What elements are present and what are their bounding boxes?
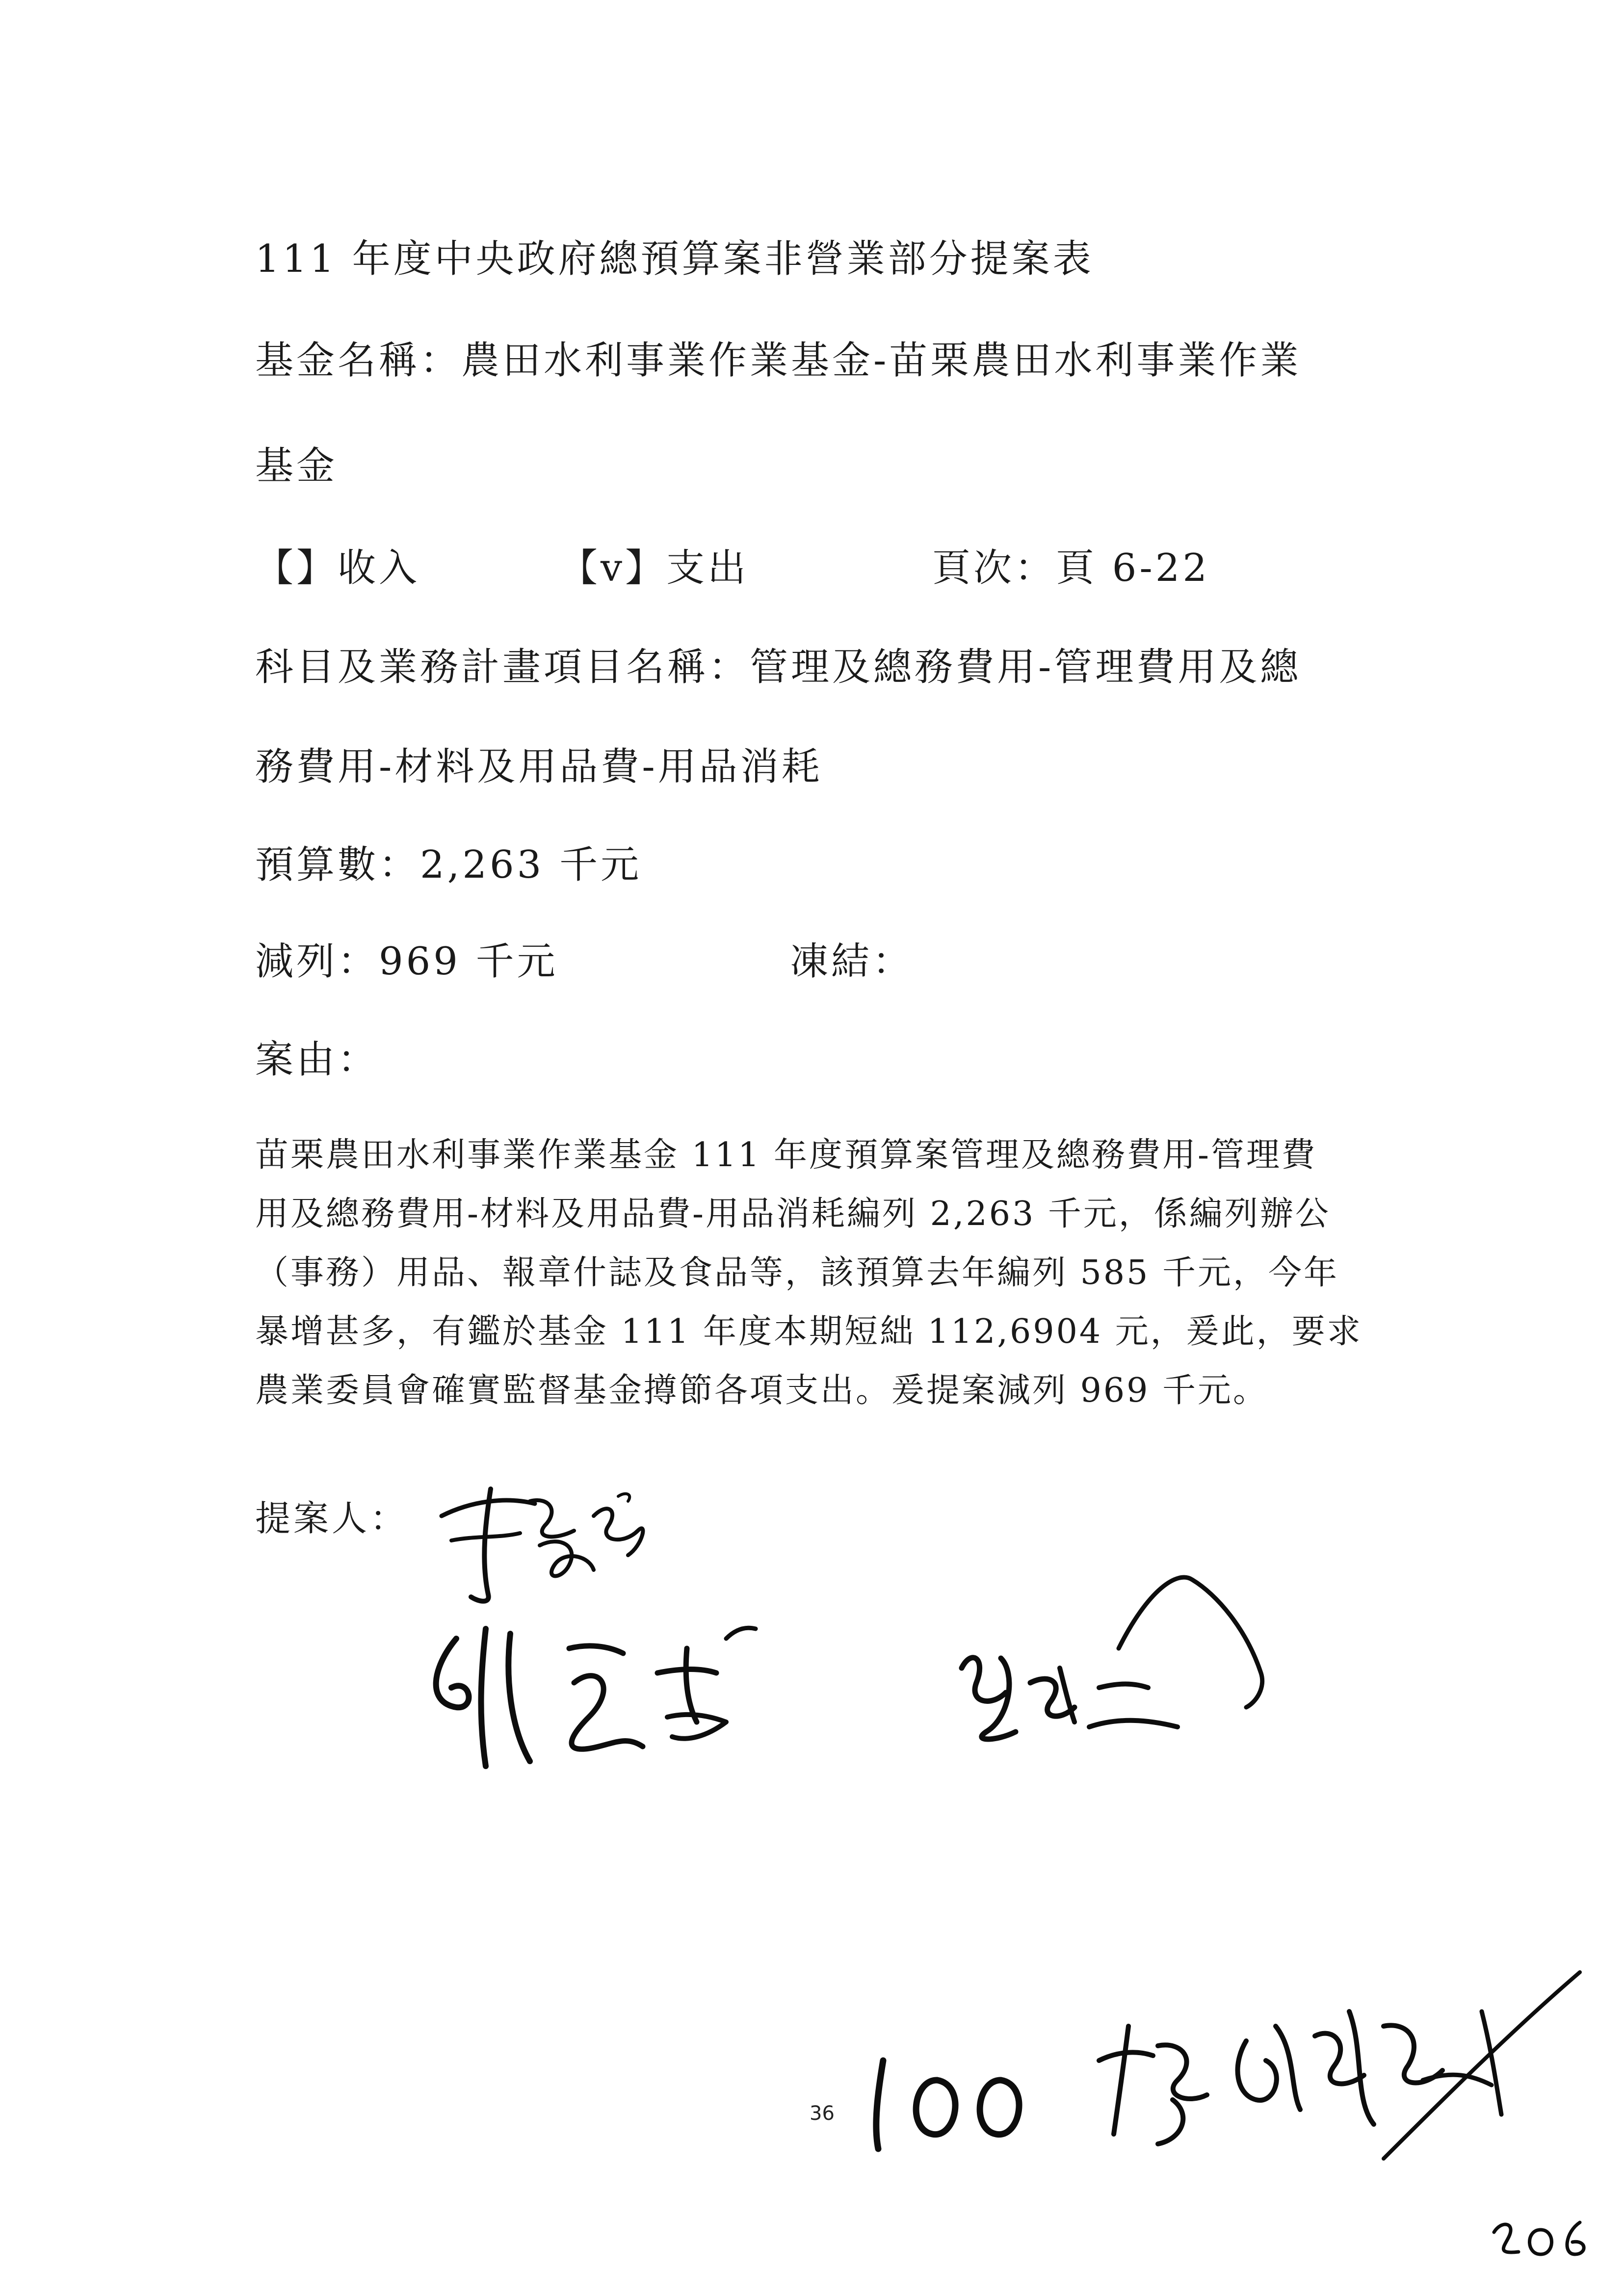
reason-line: 暴增甚多，有鑑於基金 111 年度本期短絀 112,6904 元，爰此，要求 [255,1312,1362,1351]
item-name-line-1: 科目及業務計畫項目名稱：管理及總務費用-管理費用及總 [255,645,1302,689]
reason-line: 苗栗農田水利事業作業基金 111 年度預算案管理及總務費用-管理費 [255,1136,1317,1174]
category-row [255,544,1433,593]
reason-paragraph [255,1131,1423,1415]
document-title: 111 年度中央政府總預算案非營業部分提案表 [255,237,1094,281]
budget-amount: 預算數：2,263 千元 [255,843,642,887]
handwritten-signature-bottom-image [1070,1953,1590,2168]
signature-1-image [432,1482,657,1609]
freeze-amount: 凍結： [790,939,914,984]
reduction-row [255,937,1433,986]
reason-line: 農業委員會確實監督基金撙節各項支出。爰提案減列 969 千元。 [255,1371,1269,1410]
item-name-line-2: 務費用-材料及用品費-用品消耗 [255,745,823,789]
reason-label: 案由： [255,1038,379,1082]
fund-name-line-1: 基金名稱：農田水利事業作業基金-苗栗農田水利事業作業 [255,339,1302,383]
page-number: 36 [810,2102,835,2125]
reason-line: （事務）用品、報章什誌及食品等，該預算去年編列 585 千元，今年 [255,1253,1339,1292]
proposer-label: 提案人： [255,1498,409,1539]
income-checkbox-option: 【】收入 [255,546,420,590]
handwritten-number-100 [864,2046,1040,2159]
expense-checkbox-option: 【v】支出 [559,546,749,590]
signature-3-image [942,1560,1285,1791]
reduction-amount: 減列：969 千元 [255,939,558,984]
page-reference: 頁次：頁 6-22 [932,546,1210,590]
signature-2-image [412,1619,824,1796]
reason-line: 用及總務費用-材料及用品費-用品消耗編列 2,263 千元，係編列辦公 [255,1195,1331,1233]
handwritten-number-206 [1487,2208,1595,2267]
fund-name-line-2: 基金 [255,444,338,488]
